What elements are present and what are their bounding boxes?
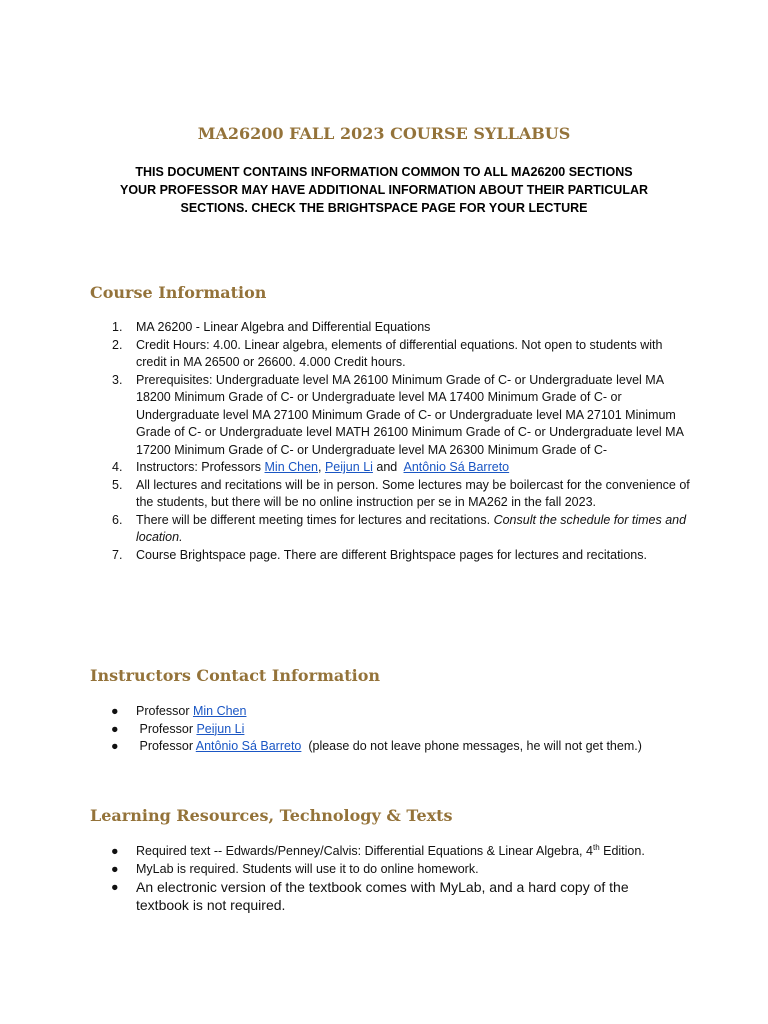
list-item: ● Required text -- Edwards/Penney/Calvis: Differential Equations & Linear Algebra, 4th Edition. <box>136 843 681 861</box>
subtitle-line-3: SECTIONS. CHECK THE BRIGHTSPACE PAGE FOR YOUR LECTURE <box>180 201 588 215</box>
bullet-icon: ● <box>111 844 119 858</box>
resources-list <box>111 842 681 914</box>
list-marker: 6. <box>112 512 123 527</box>
list-item: ● Professor Antônio Sá Barreto (please do not leave phone messages, he will not get them.) <box>136 738 696 756</box>
list-marker: 7. <box>112 547 123 562</box>
subtitle-line-1: THIS DOCUMENT CONTAINS INFORMATION COMMON TO ALL MA26200 SECTIONS <box>135 165 633 179</box>
course-info-list <box>112 319 696 564</box>
list-marker: 1. <box>112 320 123 334</box>
list-item: 2. Credit Hours: 4.00. Linear algebra, elements of differential equations. Not open to students with credit in MA 26500 or 26600. 4.000 Credit hours. <box>112 337 663 369</box>
instructor-link-antonio-sa-barreto[interactable]: Antônio Sá Barreto <box>403 460 510 474</box>
list-item: ● Professor Peijun Li <box>136 721 696 739</box>
list-item: 4. Instructors: Professors Min Chen, Peijun Li and Antônio Sá Barreto <box>136 459 696 477</box>
list-item: ● Professor Min Chen <box>136 703 696 721</box>
bullet-icon: ● <box>111 880 119 894</box>
document-subtitle <box>0 163 768 217</box>
bullet-icon: ● <box>111 704 119 718</box>
document-title: MA26200 FALL 2023 COURSE SYLLABUS <box>197 124 571 143</box>
course-info-heading: Course Information <box>90 283 267 302</box>
list-marker: 2. <box>112 337 123 352</box>
list-marker: 5. <box>112 477 123 492</box>
subtitle-line-2: YOUR PROFESSOR MAY HAVE ADDITIONAL INFORMATION ABOUT THEIR PARTICULAR <box>119 183 649 197</box>
contacts-list <box>111 703 696 756</box>
list-item: 7. Course Brightspace page. There are different Brightspace pages for lectures and recitations. <box>136 547 696 565</box>
list-item: 1. MA 26200 - Linear Algebra and Differential Equations <box>136 319 696 337</box>
contact-link-peijun-li[interactable]: Peijun Li <box>196 721 245 736</box>
instructor-link-peijun-li[interactable]: Peijun Li <box>324 460 373 474</box>
list-marker: 4. <box>112 460 123 474</box>
list-item: 5. All lectures and recitations will be in person. Some lectures may be boilercast for the convenience of the students, but there will be no online instruction per se in MA262 in the fall 2023. <box>112 477 690 509</box>
contacts-heading: Instructors Contact Information <box>90 666 381 685</box>
resources-heading: Learning Resources, Technology & Texts <box>90 806 453 825</box>
list-item: ● MyLab is required. Students will use it to do online homework. <box>136 861 681 879</box>
contact-link-min-chen[interactable]: Min Chen <box>192 704 247 718</box>
list-item: 3. Prerequisites: Undergraduate level MA 26100 Minimum Grade of C- or Undergraduate level MA 18200 Minimum Grade of C- or Undergraduate level MA 17400 Minimum Grade of C- or Undergraduate level MA 27100 Minimum Grade of C- or Undergraduate level MA 27101 Minimum Grade of C- or Undergraduate level MATH 26100 Minimum Grade of C- or Undergraduate level MA 17200 Minimum Grade of C- or Undergraduate level MA 26300 Minimum Grade of C- <box>112 372 684 457</box>
instructor-link-min-chen[interactable]: Min Chen <box>264 460 319 474</box>
bullet-icon: ● <box>111 739 119 753</box>
list-marker: 3. <box>112 372 123 387</box>
bullet-icon: ● <box>111 721 119 736</box>
list-item: 6. There will be different meeting times for lectures and recitations. Consult the schedule for times and location. <box>112 512 687 544</box>
bullet-icon: ● <box>111 861 119 876</box>
contact-link-antonio-sa-barreto[interactable]: Antônio Sá Barreto <box>195 739 302 753</box>
list-item: ● An electronic version of the textbook comes with MyLab, and a hard copy of the textbook is not required. <box>111 879 629 913</box>
